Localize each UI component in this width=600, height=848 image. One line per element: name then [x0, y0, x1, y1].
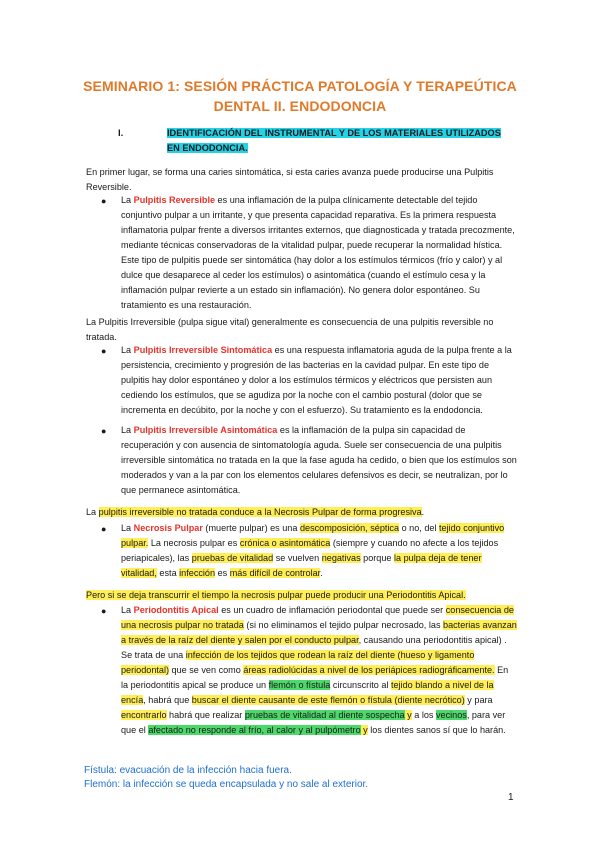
bullet-irreversible-asintomatica: La Pulpitis Irreversible Asintomática es la inflamación de la pulpa sin capacidad de recuperación y con ausencia de sintomatología aguda. Suele ser consecuencia de una pulpitis irreversible sintomática no tratada en la que la fase aguda ha cedido, o bien que los estímulos son moderados y van a la par con los elementos celulares defensivos es decir, se neutralizan, por lo que permanece asintomática. — [121, 425, 517, 495]
bullet-periodontitis-apical: La Periodontitis Apical es un cuadro de inflamación periodontal que puede ser consecuencia de una necrosis pulpar no tratada (si no eliminamos el tejido pulpar necrosado, las bacterias avanzan a través de la raíz del diente y salen por el conducto pulpar, causando una periodontitis apical) . Se trata de una infección de los tejidos que rodean la raíz del diente (hueso y ligamento periodontal) que se ven como áreas radiolúcidas a nivel de los periápices radiográficamente. En la periodontitis apical se produce un flemón o fístula circunscrito al tejido blando a nivel de la encía, habrá que buscar el diente causante de este flemón o fístula (diente necrótico) y para encontrarlo habrá que realizar pruebas de vitalidad al diente sospecha y a los vecinos, para ver que el afectado no responde al frío, al calor y al pulpómetro y los dientes sanos sí que lo harán. — [121, 605, 517, 735]
bullet-necrosis-pulpar: La Necrosis Pulpar (muerte pulpar) es una descomposición, séptica o no, del tejido conjuntivo pulpar. La necrosis pulpar es crónica o asintomática (siempre y cuando no afecte a los tejidos periapicales), las pruebas de vitalidad se vuelven negativas porque la pulpa deja de tener vitalidad, esta infección es más difícil de controlar. — [121, 523, 505, 578]
term-periodontitis-apical: Periodontitis Apical — [133, 605, 219, 615]
section-number: I. — [118, 128, 124, 139]
bullet-pulpitis-reversible: La Pulpitis Reversible es una inflamación de la pulpa clínicamente detectable del tejido conjuntivo pulpar a un irritante, y que presenta capacidad reparativa. Es la primera respuesta inflamatoria pulpar frente a diversos irritantes externos, que diagnosticada y tratada precozmente, mediante técnicas conservadoras de la vitalidad pulpar, puede recuperar la normalidad hística. Este tipo de pulpitis puede ser sintomática (hay dolor a los estímulos térmicos (frío y calor) y al dulce que desaparece al ceder los estímulos) o asintomática (cuando el estímulo cesa y la inflamación pulpar revierte a un estado sin inflamación). No genera dolor espontáneo. Su tratamiento es una restauración. — [121, 195, 515, 310]
bullet-marker: ● — [101, 606, 107, 616]
term-irreversible-asintomatica: Pulpitis Irreversible Asintomática — [133, 425, 278, 435]
bullet-marker: ● — [101, 346, 107, 356]
document-title-line-2: DENTAL II. ENDODONCIA — [213, 98, 387, 114]
section-title — [167, 126, 507, 156]
footnote-flemon: Flemón: la infección se queda encapsulada y no sale al exterior. — [84, 779, 369, 790]
paragraph-necrosis-intro: La pulpitis irreversible no tratada conduce a la Necrosis Pulpar de forma progresiva. — [86, 507, 425, 517]
document-title-line-1: SEMINARIO 1: SESIÓN PRÁCTICA PATOLOGÍA Y TERAPEÚTICA — [83, 78, 517, 94]
bullet-irreversible-sintomatica: La Pulpitis Irreversible Sintomática es una respuesta inflamatoria aguda de la pulpa frente a la persistencia, crecimiento y progresión de las bacterias en la cavidad pulpar. En este tipo de pulpitis hay dolor espontáneo y dolor a los estímulos térmicos y eléctricos que persisten aun cediendo los estímulos, que se agudiza por la noche con el cambio postural (dolor que se incrementa en decúbito, por la noche y con el esfuerzo). Su tratamiento es la endodoncia. — [121, 345, 512, 415]
bullet-marker: ● — [101, 196, 107, 206]
bullet-marker: ● — [101, 426, 107, 436]
term-pulpitis-reversible: Pulpitis Reversible — [133, 195, 216, 205]
term-necrosis-pulpar: Necrosis Pulpar — [133, 523, 203, 533]
paragraph-periodontitis-intro: Pero si se deja transcurrir el tiempo la necrosis pulpar puede producir una Periodontitis Apical. — [86, 590, 466, 600]
term-irreversible-sintomatica: Pulpitis Irreversible Sintomática — [133, 345, 273, 355]
paragraph-irreversible: La Pulpitis Irreversible (pulpa sigue vital) generalmente es consecuencia de una pulpitis reversible no tratada. — [86, 317, 494, 342]
page-number: 1 — [508, 792, 514, 803]
intro-paragraph: En primer lugar, se forma una caries sintomática, si esta caries avanza puede producirse una Pulpitis Reversible. — [86, 167, 494, 192]
bullet-marker: ● — [101, 524, 107, 534]
section-title-text: IDENTIFICACIÓN DEL INSTRUMENTAL Y DE LOS MATERIALES UTILIZADOS EN ENDODONCIA. — [167, 128, 501, 153]
footnote-fistula: Fístula: evacuación de la infección hacia fuera. — [84, 765, 292, 776]
